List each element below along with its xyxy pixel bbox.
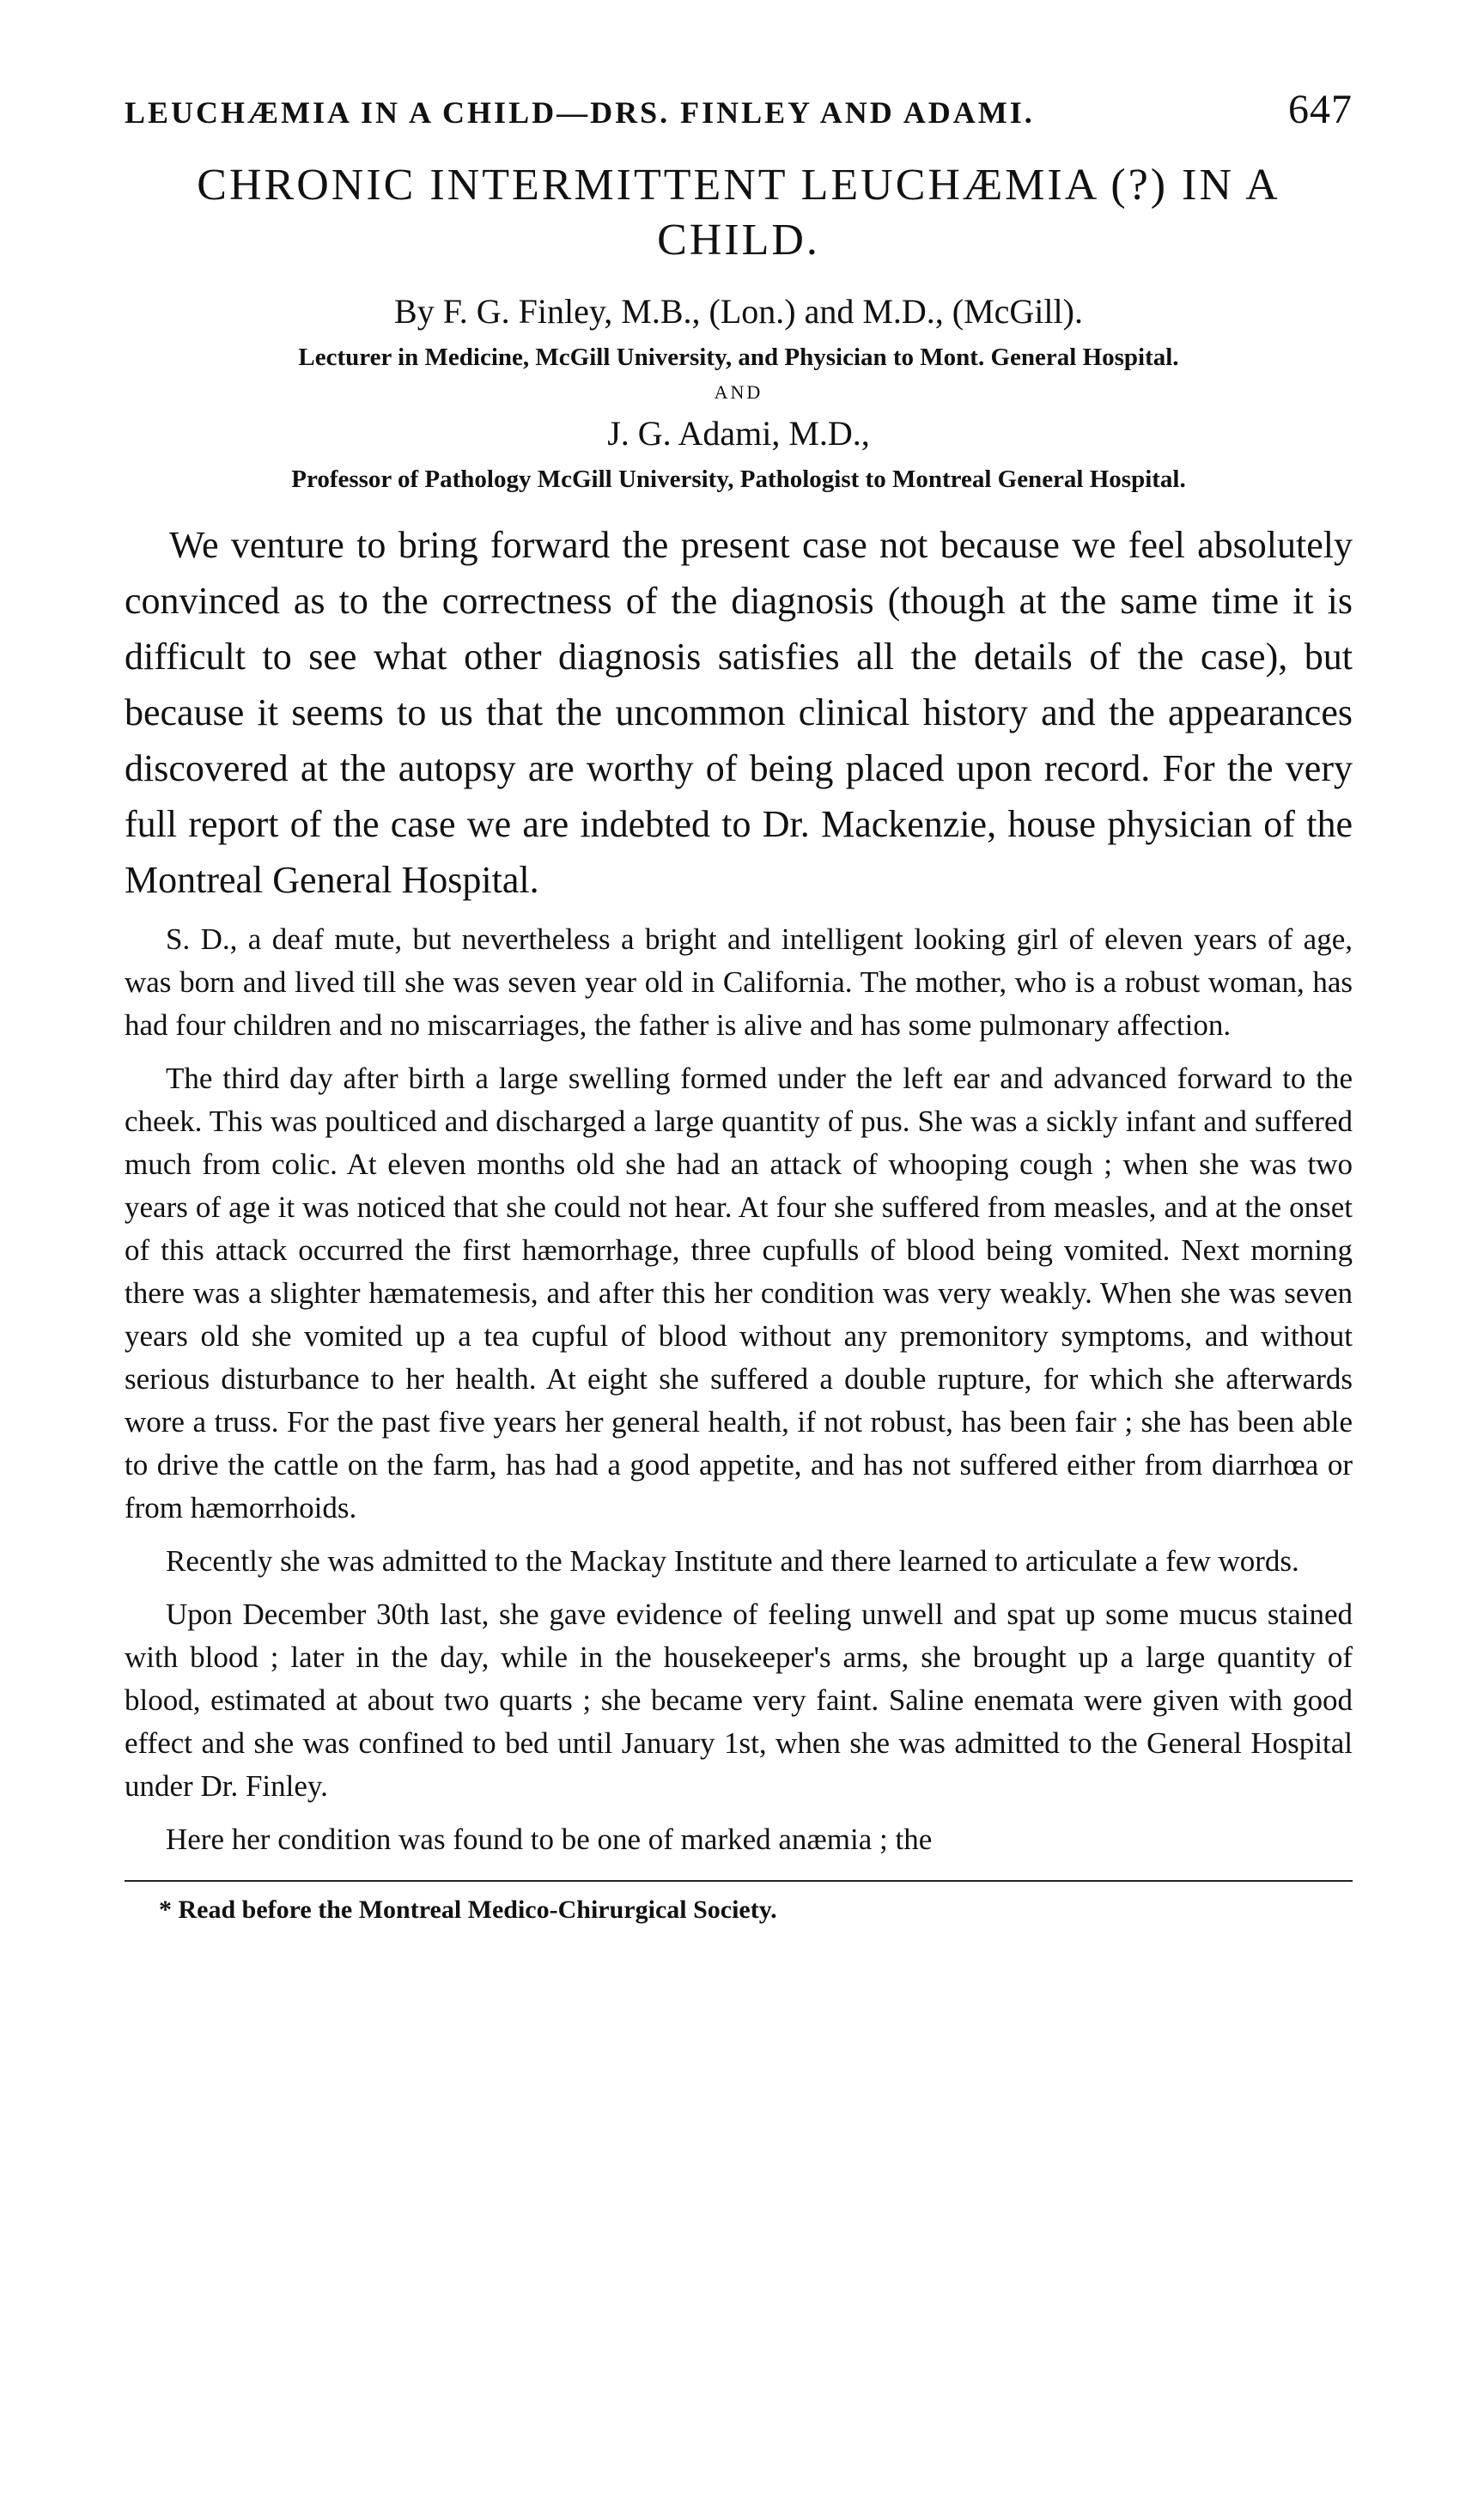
author-1-byline: By F. G. Finley, M.B., (Lon.) and M.D., (McGill). [394, 292, 1083, 331]
intro-paragraph: We venture to bring forward the present case not because we feel absolutely convinced as to the correctness of the diagnosis (though at the same time it is difficult to see what other diagnosis satisfies all the details of the case), but because it seems to us that the uncommon clinical history and the appearances discovered at the autopsy are worthy of being placed upon record. For the very full report of the case we are indebted to Dr. Mackenzie, house physician of the Montreal General Hospital. [125, 524, 1353, 901]
article-title: CHRONIC INTERMITTENT LEUCHÆMIA (?) IN A CHILD. [197, 161, 1280, 265]
author-1-affiliation: Lecturer in Medicine, McGill University, and Physician to Mont. General Hospital. [298, 344, 1179, 371]
journal-page [125, 86, 1353, 1925]
body-paragraph-2: The third day after birth a large swelling formed under the left ear and advanced forward to the cheek. This was poulticed and discharged a large quantity of pus. She was a sickly infant and suffered much from colic. At eleven months old she had an attack of whooping cough ; when she was two years of age it was noticed that she could not hear. At four she suffered from measles, and at the onset of this attack occurred the first hæmorrhage, three cupfulls of blood being vomited. Next morning there was a slighter hæmatemesis, and after this her condition was very weakly. When she was seven years old she vomited up a tea cupful of blood without any premonitory symptoms, and without serious disturbance to her health. At eight she suffered a double rupture, for which she afterwards wore a truss. For the past five years her general health, if not robust, has been fair ; she has been able to drive the cattle on the farm, has had a good appetite, and has not suffered either from diarrhœa or from hæmorrhoids. [125, 1062, 1353, 1524]
body-paragraph-4: Upon December 30th last, she gave evidence of feeling unwell and spat up some mucus stained with blood ; later in the day, while in the housekeeper's arms, she brought up a large quantity of blood, estimated at about two quarts ; she became very faint. Saline enemata were given with good effect and she was confined to bed until January 1st, when she was admitted to the General Hospital under Dr. Finley. [125, 1597, 1353, 1803]
page-number: 647 [1288, 87, 1353, 132]
body-paragraph-1: S. D., a deaf mute, but nevertheless a bright and intelligent looking girl of eleven years of age, was born and lived till she was seven year old in California. The mother, who is a robust woman, has had four children and no miscarriages, the father is alive and has some pulmonary affection. [125, 922, 1353, 1042]
author-2-byline: J. G. Adami, M.D., [607, 414, 870, 453]
author-2-affiliation: Professor of Pathology McGill University, Pathologist to Montreal General Hospital. [291, 466, 1186, 493]
running-title: LEUCHÆMIA IN A CHILD—DRS. FINLEY AND ADAMI. [125, 95, 1035, 130]
footnote: * Read before the Montreal Medico-Chirurgical Society. [125, 1880, 1353, 1925]
body-paragraph-3: Recently she was admitted to the Mackay Institute and there learned to articulate a few words. [166, 1544, 1299, 1578]
author-separator: AND [714, 381, 763, 403]
body-paragraph-5: Here her condition was found to be one of marked anæmia ; the [166, 1823, 933, 1856]
running-header [125, 86, 1353, 137]
article-body [125, 918, 1353, 1861]
